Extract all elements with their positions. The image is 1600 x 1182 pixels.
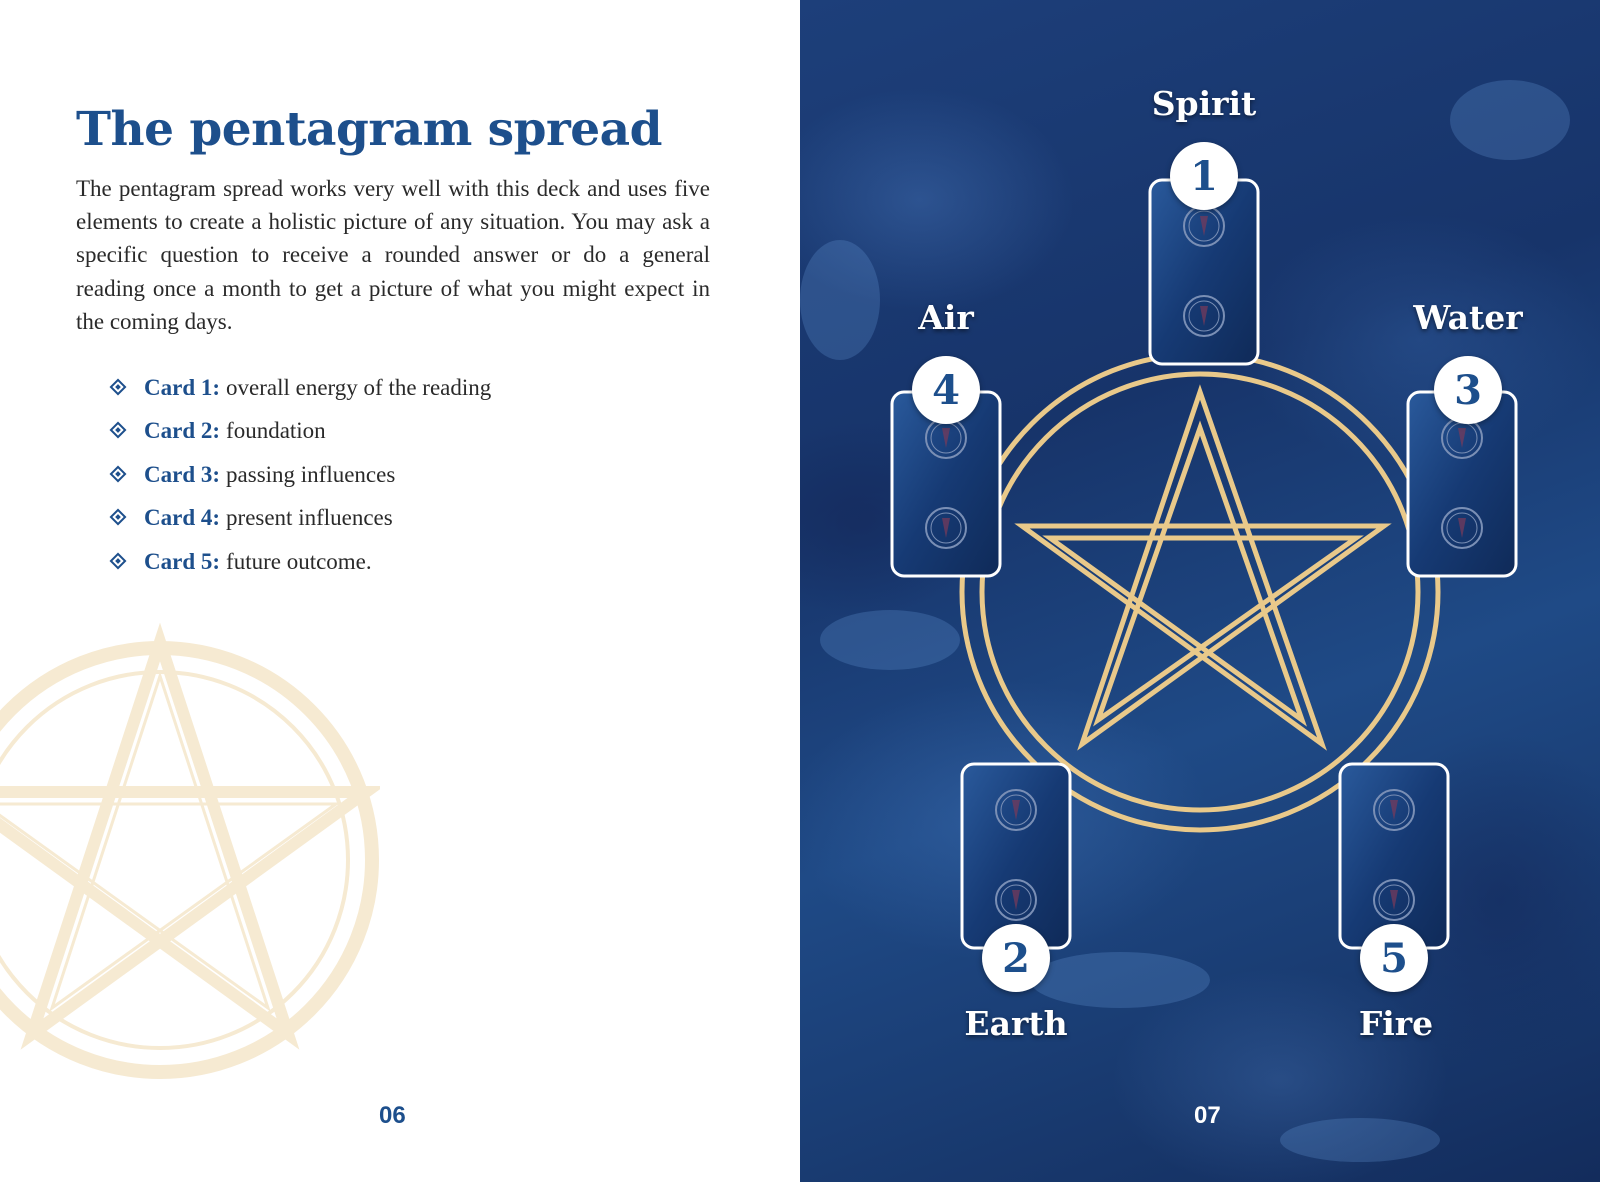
list-item	[112, 366, 491, 410]
position-label-spirit: Spirit	[1151, 84, 1257, 123]
intro-paragraph: The pentagram spread works very well with this deck and uses five elements to create a holistic picture of any situation. You may ask a specific question to receive a rounded answer or do a general reading once a month to get a picture of what you might expect in the coming days.	[76, 176, 710, 334]
card-label: Card 1:	[144, 374, 221, 400]
position-label-water: Water	[1413, 298, 1523, 337]
list-item	[112, 453, 491, 497]
card-positions-list	[112, 366, 491, 584]
right-page	[800, 0, 1600, 1182]
card-description: foundation	[226, 418, 326, 444]
diamond-bullet-icon	[110, 552, 127, 569]
diamond-bullet-icon	[110, 465, 127, 482]
number-badge-1: 1	[1170, 142, 1238, 210]
number-badge-2: 2	[982, 924, 1050, 992]
position-label-fire: Fire	[1358, 1004, 1434, 1043]
card-description: future outcome.	[226, 548, 372, 574]
diamond-bullet-icon	[110, 422, 127, 439]
page-number-left: 06	[379, 1102, 406, 1129]
card-description: overall energy of the reading	[226, 374, 492, 400]
position-label-earth: Earth	[964, 1004, 1068, 1043]
card-label: Card 4:	[144, 505, 221, 531]
number-badge-5: 5	[1360, 924, 1428, 992]
list-item	[112, 497, 491, 541]
card-label: Card 2:	[144, 418, 221, 444]
position-label-air: Air	[918, 298, 974, 337]
card-description: passing influences	[226, 461, 396, 487]
diamond-bullet-icon	[110, 509, 127, 526]
card-2-slot	[962, 764, 1070, 948]
card-description: present influences	[226, 505, 393, 531]
card-5-slot	[1340, 764, 1448, 948]
diamond-bullet-icon	[110, 378, 127, 395]
pentagram-icon	[962, 354, 1438, 830]
pentagram-watermark-icon	[0, 620, 380, 1080]
list-item	[112, 540, 491, 584]
card-label: Card 5:	[144, 548, 221, 574]
card-label: Card 3:	[144, 461, 221, 487]
list-item	[112, 410, 491, 454]
number-badge-4: 4	[912, 356, 980, 424]
page-number-right: 07	[1194, 1102, 1221, 1129]
number-badge-3: 3	[1434, 356, 1502, 424]
page-title: The pentagram spread	[76, 102, 662, 157]
